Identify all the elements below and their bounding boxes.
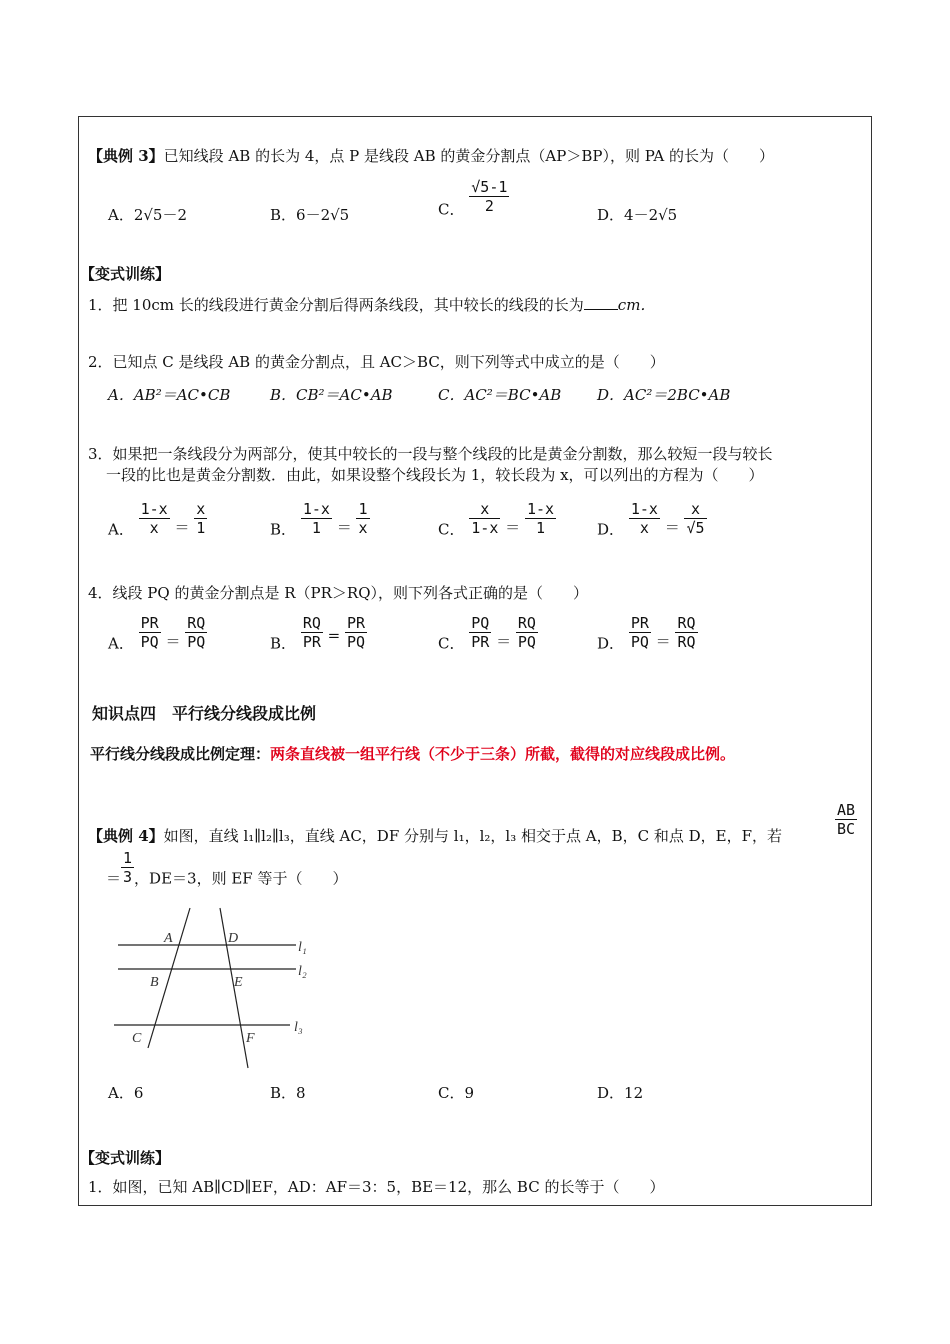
training-question-1 [88, 295, 655, 315]
point-a-label: A [164, 931, 173, 946]
question-3-option-c [438, 500, 556, 540]
fraction-denominator: x [358, 519, 368, 537]
fraction-numerator: AB [837, 801, 856, 819]
example-3-option-a: A．2√5－2 [108, 206, 188, 224]
line-l3-label: l₃ [294, 1020, 303, 1035]
fraction-denominator: PQ [347, 633, 366, 651]
example-4-text: 如图，直线 l₁∥l₂∥l₃，直线 AC，DF 分别与 l₁，l₂，l₃ 相交于点 A，B，C 和点 D，E，F，若 [163, 827, 782, 845]
fraction-numerator: x [684, 500, 706, 519]
fraction-numerator: x [196, 500, 206, 518]
example-3-option-c [438, 178, 509, 220]
question-2-option-c: C．AC²＝BC•AB [438, 386, 562, 404]
fraction-numerator: PQ [471, 614, 490, 632]
equals-sign: = [327, 626, 341, 645]
line-l1-label: l₁ [298, 940, 307, 955]
fraction-numerator: x [469, 500, 500, 519]
theorem-text: 两条直线被一组平行线（不少于三条）所截，截得的对应线段成比例。 [270, 745, 736, 763]
fraction-denominator: BC [837, 820, 856, 838]
fraction-numerator: RQ [187, 614, 206, 632]
question-1-text: 1．把 10cm 长的线段进行黄金分割后得两条线段，其中较长的线段的长为 [88, 296, 584, 314]
fraction-denominator: √5 [686, 519, 705, 537]
question-3-option-d [597, 500, 707, 540]
question-2-option-d: D．AC²＝2BC•AB [597, 386, 731, 404]
theorem-statement [90, 744, 735, 764]
example-4-stem [88, 826, 782, 846]
example-4-option-a: A．6 [108, 1084, 144, 1102]
point-b-label: B [150, 975, 159, 990]
fraction-numerator: 1-x [526, 500, 555, 518]
variant-training-heading-2: 【变式训练】 [80, 1149, 171, 1167]
option-prefix: C． [438, 634, 465, 653]
example-4-option-c: C．9 [438, 1084, 475, 1102]
fraction-numerator: √5-1 [471, 178, 508, 196]
equals-sign: ＝ [505, 518, 521, 537]
fraction-denominator: 1 [535, 519, 545, 537]
example-4-ratio-fraction [835, 801, 857, 838]
fraction-denominator: PQ [517, 633, 536, 651]
question-3-option-a [108, 500, 207, 540]
fraction-numerator: PR [140, 614, 159, 632]
point-f-label: F [246, 1031, 255, 1046]
training-2-question-1: 1．如图，已知 AB∥CD∥EF，AD：AF＝3：5，BE＝12，那么 BC 的长等于（ ） [88, 1178, 665, 1196]
equals-sign: ＝ [165, 632, 181, 651]
option-prefix: D． [597, 520, 625, 539]
training-question-3-line-2: 一段的比也是黄金分割数．由此，如果设整个线段长为 1，较长段为 x，可以列出的方程为（ ） [106, 466, 764, 484]
example-3-option-d: D．4－2√5 [597, 206, 678, 224]
question-1-unit: cm． [617, 296, 656, 314]
fraction-numerator: 1 [123, 849, 133, 867]
fraction-denominator: x [149, 519, 159, 537]
question-2-option-b: B．CB²＝AC•AB [270, 386, 393, 404]
fraction-denominator: 2 [484, 197, 494, 215]
fraction-denominator: PR [471, 633, 490, 651]
fraction-denominator: 1-x [471, 519, 499, 537]
option-prefix: A． [108, 520, 134, 539]
fraction-denominator: PQ [140, 633, 159, 651]
variant-training-heading: 【变式训练】 [80, 265, 171, 283]
example-3-text: 已知线段 AB 的长为 4，点 P 是线段 AB 的黄金分割点（AP＞BP），则 PA 的长为（ ） [163, 147, 775, 165]
option-prefix: C． [438, 520, 465, 539]
fraction-denominator: RQ [677, 633, 696, 651]
option-prefix: B． [270, 520, 297, 539]
example-3-option-b: B．6－2√5 [270, 206, 350, 224]
equals-sign: ＝ [336, 518, 352, 537]
fraction-numerator: 1-x [140, 500, 168, 518]
question-2-option-a: A．AB²＝AC•CB [108, 386, 231, 404]
equals-sign: ＝ [174, 518, 190, 537]
fraction-numerator: 1-x [302, 500, 330, 518]
option-prefix: D． [597, 634, 625, 653]
fraction-denominator: 3 [123, 868, 133, 886]
fraction-numerator: PR [630, 614, 649, 632]
example-4-stem-continued [106, 849, 347, 889]
equals-sign: ＝ [655, 632, 671, 651]
equals-sign: ＝ [664, 518, 680, 537]
question-4-option-d [597, 614, 698, 654]
fraction-numerator: RQ [517, 614, 536, 632]
option-c-fraction [469, 178, 509, 215]
theorem-label: 平行线分线段成比例定理： [90, 745, 271, 763]
example-3-stem [88, 146, 774, 166]
point-e-label: E [234, 975, 243, 990]
fraction-numerator: RQ [677, 614, 696, 632]
fraction-denominator: PQ [187, 633, 206, 651]
training-question-2: 2．已知点 C 是线段 AB 的黄金分割点，且 AC＞BC，则下列等式中成立的是（ ） [88, 353, 665, 371]
training-question-4: 4．线段 PQ 的黄金分割点是 R（PR＞RQ），则下列各式正确的是（ ） [88, 584, 589, 602]
point-c-label: C [132, 1031, 142, 1046]
equals-sign: ＝ [106, 869, 122, 888]
answer-blank[interactable] [584, 295, 618, 310]
fraction-numerator: RQ [302, 614, 321, 632]
question-4-option-b [270, 614, 367, 654]
equals-sign: ＝ [496, 632, 512, 651]
training-question-3-line-1: 3．如果把一条线段分为两部分，使其中较长的一段与整个线段的比是黄金分割数，那么较短一段与较长 [88, 445, 773, 463]
line-l2-label: l₂ [298, 964, 307, 979]
point-d-label: D [228, 931, 239, 946]
fraction-denominator: 1 [196, 519, 206, 537]
example-4-option-b: B．8 [270, 1084, 306, 1102]
fraction-denominator: PQ [630, 633, 649, 651]
option-prefix: C． [438, 200, 465, 219]
question-4-option-c [438, 614, 538, 654]
fraction-denominator: PR [302, 633, 321, 651]
fraction-denominator: x [639, 519, 649, 537]
option-prefix: B． [270, 634, 297, 653]
fraction-numerator: 1 [358, 500, 368, 518]
option-prefix: A． [108, 634, 134, 653]
example-3-label: 【典例 3】 [88, 147, 164, 165]
section-4-title: 知识点四 平行线分线段成比例 [92, 704, 317, 723]
question-3-option-b [270, 500, 370, 540]
example-4-label: 【典例 4】 [88, 827, 164, 845]
parallel-lines-figure [108, 900, 328, 1075]
example-4-question: ，DE＝3，则 EF 等于（ ） [134, 869, 348, 888]
fraction-numerator: PR [347, 614, 366, 632]
example-4-option-d: D．12 [597, 1084, 644, 1102]
fraction-denominator: 1 [311, 519, 321, 537]
question-4-option-a [108, 614, 207, 654]
fraction-numerator: 1-x [630, 500, 658, 518]
